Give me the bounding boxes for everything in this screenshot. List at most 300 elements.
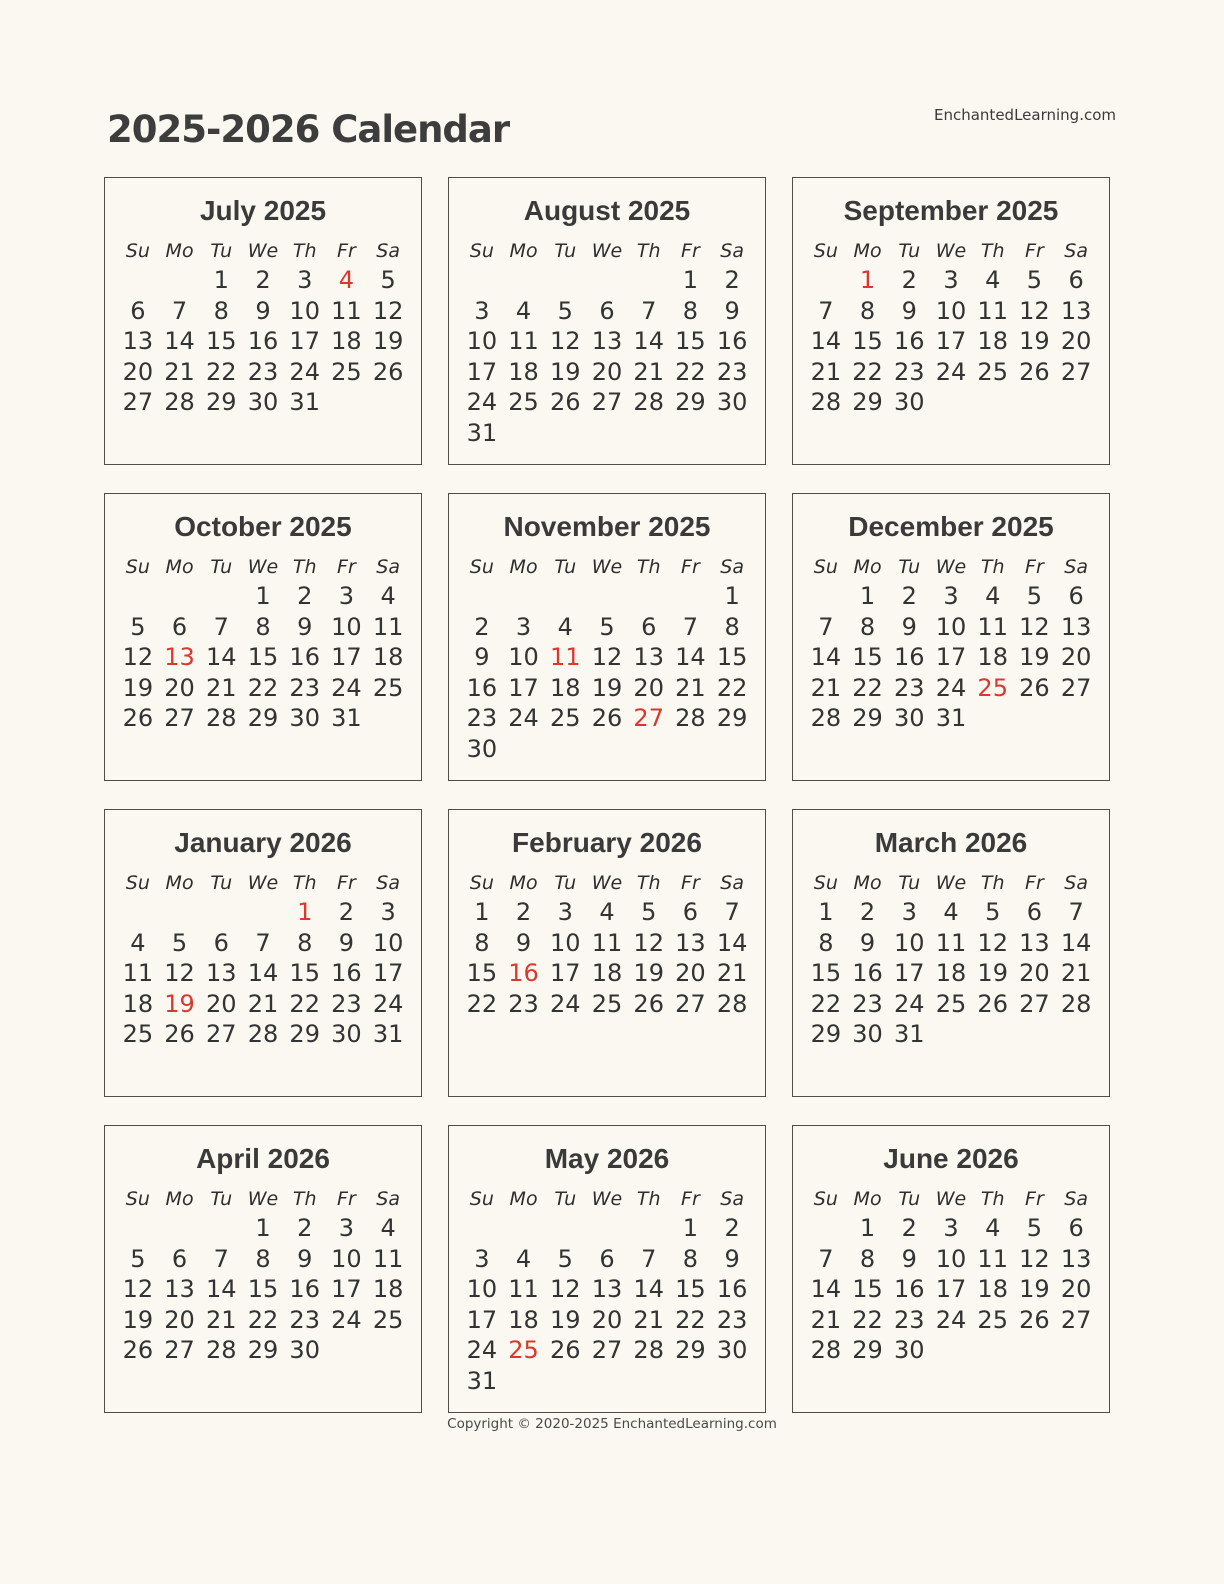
- calendar-day: 19: [550, 1305, 581, 1334]
- calendar-day: 3: [557, 898, 573, 927]
- calendar-day: 16: [894, 1275, 925, 1304]
- calendar-day: 9: [901, 296, 917, 325]
- week-row: [805, 581, 1097, 612]
- weekday-label: Tu: [210, 1188, 233, 1210]
- calendar-day: 16: [894, 643, 925, 672]
- weekday-label: Mo: [853, 872, 882, 894]
- calendar-day: 6: [682, 898, 699, 927]
- week-row: [461, 1244, 753, 1275]
- calendar-day: 25: [550, 704, 581, 733]
- month-title: March 2026: [874, 827, 1028, 858]
- calendar-day: 5: [641, 898, 657, 927]
- calendar-day: 26: [164, 1020, 195, 1049]
- calendar-day: 31: [466, 418, 498, 447]
- calendar-day: 1: [255, 1214, 271, 1243]
- week-row: [461, 612, 753, 643]
- calendar-day: 21: [247, 989, 279, 1018]
- week-row: [805, 357, 1097, 388]
- calendar-day: 10: [331, 612, 362, 641]
- calendar-day: 31: [331, 704, 362, 733]
- month-card: [792, 809, 1110, 1097]
- calendar-day: 22: [852, 673, 883, 702]
- calendar-day: 31: [372, 1020, 404, 1049]
- calendar-day: 2: [297, 1214, 313, 1243]
- calendar-day: 21: [810, 673, 842, 702]
- calendar-day: 14: [675, 643, 706, 672]
- calendar-day: 16: [331, 959, 362, 988]
- calendar-day: 15: [466, 959, 498, 988]
- calendar-day: 17: [466, 1305, 498, 1334]
- week-row: [805, 1274, 1097, 1305]
- calendar-day: 6: [171, 1244, 188, 1273]
- weekday-label: Th: [980, 556, 1005, 578]
- calendar-day: 4: [515, 296, 532, 325]
- weekday-label: We: [247, 240, 279, 262]
- calendar-day: 14: [810, 1275, 842, 1304]
- weekday-label: Sa: [376, 240, 400, 262]
- week-row: [117, 958, 409, 989]
- calendar-day: 29: [716, 704, 748, 733]
- calendar-day: 25: [122, 1020, 154, 1049]
- calendar-day: 1: [724, 582, 740, 611]
- calendar-day: 28: [206, 704, 237, 733]
- month-card: [448, 1125, 766, 1413]
- calendar-day: 27: [675, 989, 706, 1018]
- calendar-day: 11: [372, 1244, 404, 1273]
- calendar-day: 18: [977, 1275, 1008, 1304]
- calendar-day: 4: [515, 1244, 532, 1273]
- calendar-day: 9: [297, 1244, 313, 1273]
- month-days: [449, 897, 765, 1019]
- calendar-day: 29: [852, 1336, 883, 1365]
- calendar-day: 13: [1060, 612, 1092, 641]
- calendar-day: 19: [1019, 643, 1050, 672]
- weekday-label: Sa: [376, 1188, 400, 1210]
- calendar-day: 3: [943, 582, 959, 611]
- calendar-day: 7: [171, 296, 188, 325]
- calendar-day: 20: [1060, 327, 1092, 356]
- calendar-day: 22: [852, 357, 883, 386]
- month-days: [793, 265, 1109, 418]
- weekday-label: Th: [292, 1188, 317, 1210]
- calendar-day: 15: [289, 959, 320, 988]
- calendar-day: 29: [247, 1336, 279, 1365]
- calendar-day: 9: [338, 928, 355, 957]
- calendar-day: 18: [508, 357, 539, 386]
- calendar-day: 6: [1068, 266, 1084, 295]
- calendar-day: 30: [716, 1336, 748, 1365]
- calendar-day: 15: [716, 643, 748, 672]
- week-row: [117, 642, 409, 673]
- month-card: [792, 177, 1110, 465]
- calendar-day: 23: [289, 1305, 320, 1334]
- calendar-day: 6: [1026, 898, 1043, 927]
- calendar-day: 11: [331, 296, 362, 325]
- weekday-label: Su: [469, 240, 494, 262]
- calendar-day: 21: [633, 1305, 664, 1334]
- weekday-label: Fr: [1025, 1188, 1044, 1210]
- calendar-day: 10: [550, 928, 581, 957]
- calendar-day: 24: [466, 388, 498, 417]
- week-row: [461, 265, 753, 296]
- weekday-label: Th: [980, 240, 1005, 262]
- calendar-day: 23: [894, 1305, 925, 1334]
- weekday-header-row: [105, 1188, 421, 1210]
- month-card: [104, 1125, 422, 1413]
- calendar-day: 21: [716, 959, 748, 988]
- calendar-day: 14: [633, 327, 664, 356]
- week-row: [461, 418, 753, 449]
- weekday-label: Th: [636, 240, 661, 262]
- calendar-day: 30: [247, 388, 279, 417]
- calendar-day-holiday: 16: [508, 959, 539, 988]
- calendar-day: 14: [164, 327, 195, 356]
- calendar-day: 16: [894, 327, 925, 356]
- month-card: [792, 493, 1110, 781]
- calendar-day: 21: [206, 673, 237, 702]
- week-row: [461, 581, 753, 612]
- calendar-day: 6: [171, 612, 188, 641]
- calendar-day: 15: [852, 643, 883, 672]
- weekday-label: Fr: [1025, 872, 1044, 894]
- calendar-day: 15: [810, 959, 842, 988]
- calendar-day: 5: [1026, 1214, 1043, 1243]
- calendar-day: 19: [591, 673, 623, 702]
- calendar-day: 27: [164, 1336, 195, 1365]
- month-title: July 2025: [199, 195, 327, 226]
- calendar-day: 5: [599, 612, 615, 641]
- calendar-day: 14: [716, 928, 748, 957]
- calendar-day: 20: [1019, 959, 1050, 988]
- calendar-day: 17: [372, 959, 404, 988]
- calendar-day: 28: [1060, 989, 1092, 1018]
- calendar-day: 20: [164, 1305, 195, 1334]
- calendar-day: 29: [289, 1020, 320, 1049]
- calendar-day: 27: [1060, 673, 1092, 702]
- calendar-day: 22: [466, 989, 498, 1018]
- calendar-day: 3: [901, 898, 917, 927]
- calendar-day: 26: [372, 357, 404, 386]
- weekday-header-row: [793, 556, 1109, 578]
- month-card: [448, 177, 766, 465]
- calendar-day: 13: [1060, 296, 1092, 325]
- weekday-label: We: [247, 556, 279, 578]
- calendar-day-holiday: 19: [164, 989, 195, 1018]
- calendar-day: 20: [164, 673, 195, 702]
- calendar-day: 17: [508, 673, 539, 702]
- weekday-label: We: [247, 1188, 279, 1210]
- calendar-day: 5: [130, 612, 146, 641]
- weekday-label: Fr: [337, 556, 356, 578]
- calendar-day: 19: [122, 1305, 154, 1334]
- calendar-day: 7: [818, 612, 834, 641]
- calendar-day: 7: [1068, 898, 1084, 927]
- calendar-day: 29: [675, 388, 706, 417]
- calendar-day: 16: [716, 1275, 748, 1304]
- calendar-day: 6: [599, 296, 615, 325]
- week-row: [117, 673, 409, 704]
- calendar-day: 6: [130, 296, 146, 325]
- week-row: [461, 1335, 753, 1366]
- calendar-day: 22: [675, 357, 706, 386]
- week-row: [461, 673, 753, 704]
- weekday-label: Mo: [165, 240, 194, 262]
- calendar-day: 20: [591, 1305, 623, 1334]
- weekday-label: Th: [292, 240, 317, 262]
- calendar-day: 19: [1019, 1275, 1050, 1304]
- calendar-day: 8: [297, 928, 313, 957]
- calendar-day: 5: [130, 1244, 146, 1273]
- calendar-day: 19: [372, 327, 404, 356]
- weekday-label: Mo: [853, 240, 882, 262]
- weekday-label: Mo: [853, 1188, 882, 1210]
- weekday-label: Fr: [681, 872, 700, 894]
- month-days: [793, 1213, 1109, 1366]
- calendar-day: 24: [935, 357, 967, 386]
- calendar-day: 10: [331, 1244, 362, 1273]
- calendar-day: 28: [810, 388, 842, 417]
- month-title: April 2026: [196, 1143, 330, 1174]
- calendar-day: 1: [682, 266, 699, 295]
- calendar-day: 29: [852, 388, 883, 417]
- calendar-day: 8: [682, 1244, 699, 1273]
- calendar-day: 20: [1060, 643, 1092, 672]
- weekday-header-row: [793, 240, 1109, 262]
- week-row: [117, 897, 409, 928]
- calendar-day: 26: [122, 704, 154, 733]
- week-row: [461, 326, 753, 357]
- calendar-day: 6: [641, 612, 657, 641]
- calendar-day: 24: [894, 989, 925, 1018]
- calendar-day: 9: [515, 928, 532, 957]
- week-row: [805, 958, 1097, 989]
- calendar-day: 18: [977, 327, 1008, 356]
- week-row: [461, 1274, 753, 1305]
- weekday-label: Fr: [1025, 240, 1044, 262]
- weekday-label: We: [247, 872, 279, 894]
- weekday-label: Tu: [898, 556, 921, 578]
- calendar-day: 12: [1019, 612, 1050, 641]
- calendar-day: 8: [255, 1244, 271, 1273]
- calendar-day: 9: [724, 1244, 740, 1273]
- calendar-day: 12: [122, 643, 154, 672]
- calendar-day: 27: [1019, 989, 1050, 1018]
- calendar-day: 10: [508, 643, 539, 672]
- week-row: [117, 1305, 409, 1336]
- calendar-day: 23: [289, 673, 320, 702]
- calendar-day: 29: [206, 388, 237, 417]
- calendar-day: 26: [1019, 1305, 1050, 1334]
- weekday-label: Su: [125, 240, 150, 262]
- calendar-day: 4: [985, 266, 1001, 295]
- weekday-label: Tu: [554, 872, 577, 894]
- calendar-day-holiday: 11: [550, 643, 581, 672]
- weekday-label: Fr: [1025, 556, 1044, 578]
- calendar-day: 12: [372, 296, 404, 325]
- calendar-day: 14: [1060, 928, 1092, 957]
- calendar-day: 23: [894, 673, 925, 702]
- calendar-day: 28: [164, 388, 195, 417]
- calendar-day: 10: [894, 928, 925, 957]
- calendar-day: 14: [810, 327, 842, 356]
- calendar-day: 18: [550, 673, 581, 702]
- calendar-day: 27: [206, 1020, 237, 1049]
- week-row: [117, 581, 409, 612]
- calendar-day: 3: [474, 1244, 490, 1273]
- calendar-day: 4: [557, 612, 573, 641]
- calendar-day: 16: [852, 959, 883, 988]
- calendar-day: 24: [935, 673, 967, 702]
- weekday-label: Mo: [165, 556, 194, 578]
- calendar-day: 15: [852, 327, 883, 356]
- calendar-day: 30: [852, 1020, 883, 1049]
- calendar-day: 20: [675, 959, 706, 988]
- week-row: [461, 989, 753, 1020]
- calendar-day: 20: [633, 673, 664, 702]
- calendar-day: 2: [255, 266, 271, 295]
- weekday-label: Th: [636, 872, 661, 894]
- calendar-day: 26: [122, 1336, 154, 1365]
- calendar-day: 30: [331, 1020, 362, 1049]
- weekday-header-row: [105, 556, 421, 578]
- calendar-day: 6: [1068, 1214, 1084, 1243]
- calendar-day: 10: [935, 1244, 967, 1273]
- calendar-day: 17: [935, 643, 967, 672]
- weekday-label: Fr: [681, 1188, 700, 1210]
- calendar-day: 11: [508, 327, 539, 356]
- calendar-day: 21: [1060, 959, 1092, 988]
- calendar-day: 10: [935, 296, 967, 325]
- weekday-label: Mo: [509, 872, 538, 894]
- weekday-label: Sa: [720, 1188, 744, 1210]
- weekday-label: Mo: [165, 1188, 194, 1210]
- calendar-day: 3: [380, 898, 396, 927]
- weekday-label: Tu: [554, 556, 577, 578]
- calendar-day: 28: [247, 1020, 279, 1049]
- calendar-day: 26: [550, 388, 581, 417]
- calendar-day-holiday: 25: [977, 673, 1008, 702]
- calendar-day: 1: [682, 1214, 699, 1243]
- calendar-day: 21: [206, 1305, 237, 1334]
- calendar-day: 26: [1019, 673, 1050, 702]
- calendar-day: 9: [724, 296, 740, 325]
- weekday-label: We: [935, 556, 967, 578]
- weekday-label: Su: [469, 556, 494, 578]
- calendar-day: 13: [675, 928, 706, 957]
- calendar-day: 21: [810, 357, 842, 386]
- month-card: [448, 493, 766, 781]
- calendar-day: 17: [466, 357, 498, 386]
- calendar-day: 19: [1019, 327, 1050, 356]
- calendar-day: 2: [338, 898, 355, 927]
- calendar-day: 8: [213, 296, 229, 325]
- calendar-day: 27: [164, 704, 195, 733]
- calendar-day: 26: [550, 1336, 581, 1365]
- weekday-label: Sa: [1064, 556, 1088, 578]
- month-days: [449, 265, 765, 448]
- calendar-day: 13: [591, 327, 623, 356]
- week-row: [117, 296, 409, 327]
- calendar-day: 18: [977, 643, 1008, 672]
- calendar-day-holiday: 25: [508, 1336, 539, 1365]
- weekday-label: Su: [813, 1188, 838, 1210]
- week-row: [805, 326, 1097, 357]
- calendar-day: 16: [289, 1275, 320, 1304]
- week-row: [461, 958, 753, 989]
- calendar-day: 30: [894, 704, 925, 733]
- week-row: [117, 703, 409, 734]
- calendar-day-holiday: 1: [859, 266, 876, 295]
- calendar-day: 6: [599, 1244, 615, 1273]
- calendar-day: 31: [894, 1020, 925, 1049]
- week-row: [117, 1019, 409, 1050]
- calendar-day: 13: [591, 1275, 623, 1304]
- calendar-day: 28: [206, 1336, 237, 1365]
- site-link[interactable]: EnchantedLearning.com: [934, 106, 1116, 124]
- month-card: [448, 809, 766, 1097]
- calendar-day: 16: [247, 327, 279, 356]
- calendar-day: 11: [935, 928, 967, 957]
- calendar-day: 28: [675, 704, 706, 733]
- calendar-day: 27: [591, 388, 623, 417]
- calendar-day: 31: [466, 1366, 498, 1395]
- weekday-label: Sa: [720, 556, 744, 578]
- calendar-day: 29: [852, 704, 883, 733]
- calendar-day: 9: [255, 296, 271, 325]
- weekday-label: Su: [813, 240, 838, 262]
- month-days: [105, 897, 421, 1050]
- calendar-day: 7: [724, 898, 740, 927]
- calendar-day: 21: [164, 357, 195, 386]
- month-title: September 2025: [843, 195, 1059, 226]
- calendar-day: 3: [943, 1214, 959, 1243]
- weekday-label: Sa: [1064, 240, 1088, 262]
- calendar-day: 4: [380, 582, 396, 611]
- calendar-day: 19: [550, 357, 581, 386]
- calendar-day: 13: [633, 643, 664, 672]
- calendar-day: 5: [985, 898, 1001, 927]
- week-row: [805, 928, 1097, 959]
- calendar-day: 17: [935, 327, 967, 356]
- weekday-label: Su: [125, 1188, 150, 1210]
- calendar-day: 10: [289, 296, 320, 325]
- weekday-label: Fr: [681, 556, 700, 578]
- calendar-day: 13: [122, 327, 154, 356]
- calendar-day: 5: [380, 266, 396, 295]
- calendar-day: 4: [943, 898, 959, 927]
- calendar-day: 8: [682, 296, 699, 325]
- calendar-day: 10: [935, 612, 967, 641]
- weekday-label: Tu: [210, 556, 233, 578]
- calendar-day: 12: [550, 1275, 581, 1304]
- calendar-day: 2: [474, 612, 490, 641]
- weekday-label: Su: [469, 872, 494, 894]
- week-row: [461, 387, 753, 418]
- weekday-header-row: [105, 872, 421, 894]
- calendar-day: 5: [557, 296, 573, 325]
- calendar-day: 31: [935, 704, 967, 733]
- month-title: June 2026: [883, 1143, 1019, 1174]
- weekday-label: Fr: [337, 1188, 356, 1210]
- calendar-day: 29: [675, 1336, 706, 1365]
- calendar-day: 18: [591, 959, 623, 988]
- calendar-day: 23: [852, 989, 883, 1018]
- week-row: [461, 897, 753, 928]
- calendar-day: 12: [550, 327, 581, 356]
- calendar-day: 3: [474, 296, 490, 325]
- calendar-day: 2: [724, 266, 740, 295]
- calendar-day: 25: [372, 673, 404, 702]
